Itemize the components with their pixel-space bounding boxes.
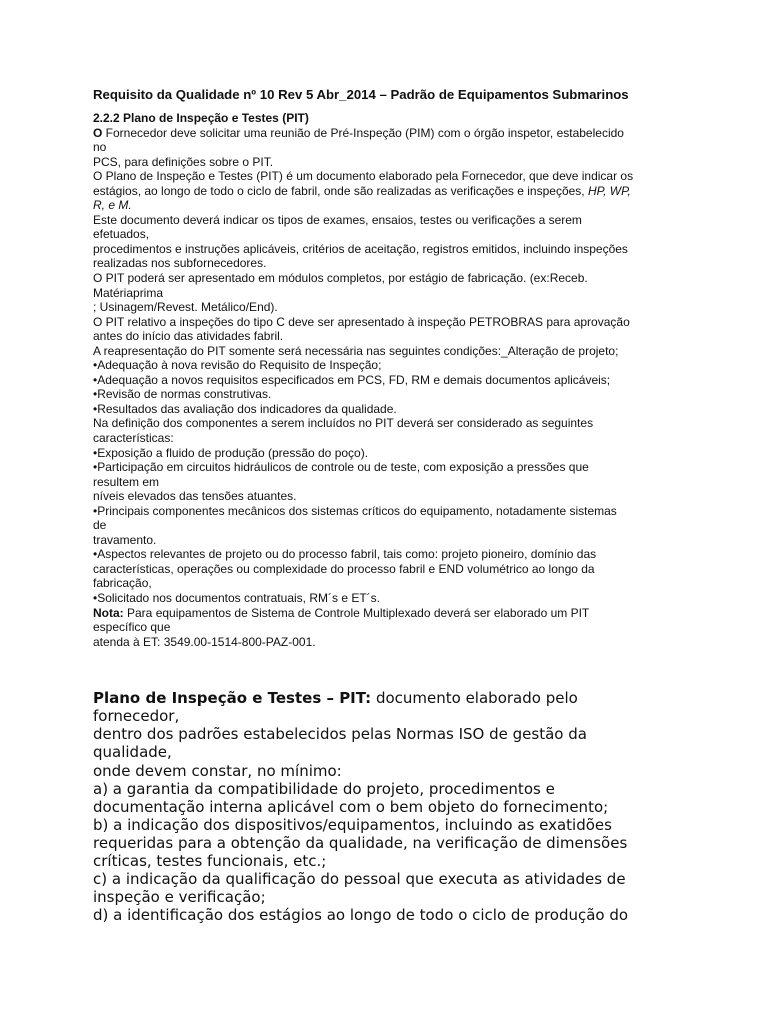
text-line: Este documento deverá indicar os tipos de exames, ensaios, testes ou verificações a serem (93, 212, 582, 227)
bullet-item: •Aspectos relevantes de projeto ou do processo fabril, tais como: projeto pioneiro, domínio das (93, 547, 597, 562)
text-line: requeridas para a obtenção da qualidade, na verificação de dimensões (93, 833, 628, 852)
text-line: inspeção e verificação; (93, 888, 266, 907)
list-item: a) a garantia da compatibilidade do projeto, procedimentos e (93, 779, 555, 798)
document-page (93, 86, 683, 924)
text-line: específico que (93, 620, 171, 635)
definition-term: Plano de Inspeção e Testes – PIT: (93, 689, 372, 708)
text-line: O Plano de Inspeção e Testes (PIT) é um documento elaborado pela Fornecedor, que deve indicar os (93, 169, 634, 184)
text-line (93, 126, 683, 141)
pit-requirements-text (93, 126, 683, 650)
text-line: críticas, testes funcionais, etc.; (93, 852, 327, 871)
bullet-item: •Solicitado nos documentos contratuais, RM´s e ET´s. (93, 591, 380, 605)
text-fragment: O (93, 125, 103, 140)
text-line: A reapresentação do PIT somente será necessária nas seguintes condições:_Alteração de projeto; (93, 343, 619, 358)
text-line: dentro dos padrões estabelecidos pelas Normas ISO de gestão da (93, 725, 587, 744)
pit-definition-text (93, 689, 683, 924)
text-line (93, 184, 683, 199)
text-line: realizadas nos subfornecedores. (93, 256, 267, 271)
text-fragment: estágios, ao longo de todo o ciclo de fabril, onde são realizadas as verificações e inspeções, (93, 183, 588, 198)
section-heading: 2.2.2 Plano de Inspeção e Testes (PIT) (93, 111, 309, 125)
text-line: travamento. (93, 532, 157, 547)
text-fragment: documento elaborado pelo (371, 689, 578, 708)
text-line: Na definição dos componentes a serem incluídos no PIT deverá ser considerado as seguintes (93, 416, 594, 431)
text-line: resultem em (93, 474, 160, 489)
text-line: características, operações ou complexidade do processo fabril e END volumétrico ao longo da (93, 561, 595, 576)
list-item: c) a indicação da qualificação do pessoal que executa as atividades de (93, 870, 626, 889)
text-line: qualidade, (93, 743, 172, 762)
text-line: onde devem constar, no mínimo: (93, 761, 342, 780)
text-line: O PIT relativo a inspeções do tipo C deve ser apresentado à inspeção PETROBRAS para aprovação (93, 314, 630, 329)
note-label: Nota: (93, 605, 124, 620)
text-line (93, 689, 683, 707)
list-item: d) a identificação dos estágios ao longo de todo o ciclo de produção do (93, 906, 629, 925)
text-line: antes do início das atividades fabril. (93, 329, 284, 344)
document-title: Requisito da Qualidade nº 10 Rev 5 Abr_2014 – Padrão de Equipamentos Submarinos (93, 87, 629, 102)
bullet-item: •Principais componentes mecânicos dos sistemas críticos do equipamento, notadamente sistemas (93, 503, 617, 518)
text-line: atenda à ET: 3549.00-1514-800-PAZ-001. (93, 634, 316, 649)
text-fragment: Para equipamentos de Sistema de Controle Multiplexado deverá ser elaborado um PIT (123, 605, 590, 620)
bullet-item: •Resultados das avaliação dos indicadores da qualidade. (93, 401, 397, 416)
text-line: procedimentos e instruções aplicáveis, critérios de aceitação, registros emitidos, incluindo inspeções (93, 241, 628, 256)
bullet-item: •Adequação à nova revisão do Requisito de Inspeção; (93, 358, 382, 373)
text-line: características: (93, 430, 174, 445)
note-line (93, 606, 683, 621)
list-item: b) a indicação dos dispositivos/equipamentos, incluindo as exatidões (93, 815, 612, 834)
text-line: fabricação, (93, 576, 152, 591)
text-line: efetuados, (93, 227, 150, 242)
section-spacer (93, 649, 683, 689)
text-line: de (93, 518, 107, 533)
text-line: Matériaprima (93, 285, 164, 300)
text-line: R, e M. (93, 198, 132, 213)
text-line: PCS, para definições sobre o PIT. (93, 154, 274, 169)
bullet-item: •Exposição a fluido de produção (pressão do poço). (93, 445, 369, 460)
text-fragment: Fornecedor deve solicitar uma reunião de Pré-Inspeção (PIM) com o órgão inspetor, estabelecido (102, 125, 624, 140)
text-line: no (93, 140, 107, 155)
text-line: fornecedor, (93, 707, 180, 726)
bullet-item: •Adequação a novos requisitos especificados em PCS, FD, RM e demais documentos aplicáveis; (93, 372, 611, 387)
text-line: níveis elevados das tensões atuantes. (93, 489, 297, 504)
text-fragment: HP, WP, (587, 183, 631, 198)
text-line: documentação interna aplicável com o bem objeto do fornecimento; (93, 797, 609, 816)
bullet-item: •Revisão de normas construtivas. (93, 387, 272, 402)
text-line: O PIT poderá ser apresentado em módulos completos, por estágio de fabricação. (ex:Receb. (93, 270, 588, 285)
bullet-item: •Participação em circuitos hidráulicos de controle ou de teste, com exposição a pressões que (93, 460, 589, 475)
text-line: ; Usinagem/Revest. Metálico/End). (93, 300, 278, 315)
